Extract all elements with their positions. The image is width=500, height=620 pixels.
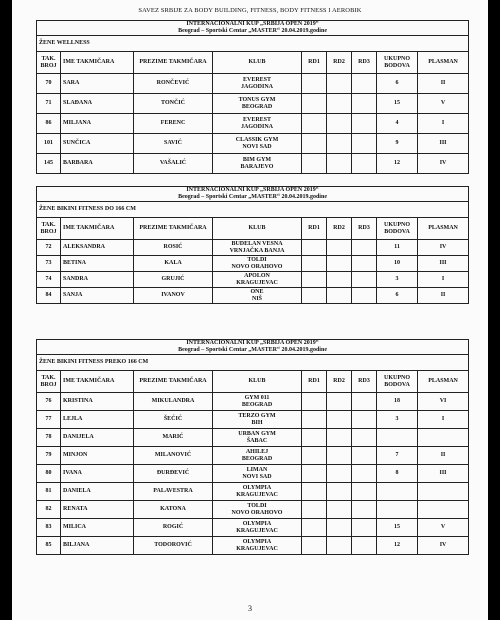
- placement: I: [418, 272, 469, 288]
- round-1-score: [302, 94, 327, 114]
- competitor-number: 84: [37, 288, 61, 304]
- total-points: [377, 429, 418, 447]
- club-name: GYM 011: [244, 394, 270, 401]
- competitor-last-name: VAŠALIĆ: [134, 154, 213, 174]
- placement: V: [418, 94, 469, 114]
- round-2-score: [327, 537, 352, 555]
- total-points: 4: [377, 114, 418, 134]
- club-name: TOLDI: [247, 502, 267, 509]
- event-title: INTERNACIONALNI KUP „SRBIJA OPEN 2019“: [186, 187, 319, 193]
- col-header-broj: TAK. BROJ: [37, 52, 61, 74]
- col-header-rd2: RD2: [327, 52, 352, 74]
- placement: IV: [418, 240, 469, 256]
- competitor-number: 78: [37, 429, 61, 447]
- results-table-bikini-preko-166: [36, 339, 469, 555]
- club-cell: [213, 483, 302, 501]
- competitor-last-name: MILANOVIĆ: [134, 447, 213, 465]
- competitor-first-name: SANDRA: [61, 272, 134, 288]
- event-venue: Beograd – Sportski Centar „MASTER“ 20.04.2019.godine: [178, 28, 327, 34]
- round-2-score: [327, 393, 352, 411]
- round-3-score: [352, 393, 377, 411]
- round-2-score: [327, 94, 352, 114]
- club-cell: [213, 134, 302, 154]
- total-points: 12: [377, 154, 418, 174]
- competitor-number: 83: [37, 519, 61, 537]
- club-city: BARAJEVO: [240, 163, 274, 170]
- competitor-number: 85: [37, 537, 61, 555]
- club-city: NOVO ORAHOVO: [231, 263, 283, 270]
- round-2-score: [327, 114, 352, 134]
- competitor-last-name: ŠEĆIĆ: [134, 411, 213, 429]
- round-2-score: [327, 74, 352, 94]
- total-points: 15: [377, 94, 418, 114]
- col-header-broj: TAK. BROJ: [37, 371, 61, 393]
- competitor-last-name: SAVIĆ: [134, 134, 213, 154]
- col-header-prezime: PREZIME TAKMIČARA: [134, 52, 213, 74]
- club-name: AHILEJ: [245, 448, 269, 455]
- club-cell: [213, 501, 302, 519]
- round-3-score: [352, 74, 377, 94]
- col-header-klub: KLUB: [213, 52, 302, 74]
- competitor-number: 77: [37, 411, 61, 429]
- col-header-plasman: PLASMAN: [418, 371, 469, 393]
- club-name: OLYMPIA: [242, 484, 272, 491]
- round-2-score: [327, 154, 352, 174]
- event-heading: [37, 340, 469, 355]
- col-header-ime: IME TAKMIČARA: [61, 52, 134, 74]
- round-2-score: [327, 447, 352, 465]
- col-header-ukupno: UKUPNO BODOVA: [377, 52, 418, 74]
- total-points: 15: [377, 519, 418, 537]
- col-header-plasman: PLASMAN: [418, 52, 469, 74]
- club-name: BIM GYM: [242, 156, 272, 163]
- competitor-number: 79: [37, 447, 61, 465]
- placement: [418, 501, 469, 519]
- total-points: 10: [377, 256, 418, 272]
- club-name: LIMAN: [246, 466, 268, 473]
- placement: IV: [418, 154, 469, 174]
- col-header-rd3: RD3: [352, 218, 377, 240]
- club-name: BUDELAN VESNA: [231, 240, 283, 247]
- event-heading: [37, 187, 469, 202]
- club-cell: [213, 393, 302, 411]
- club-cell: [213, 94, 302, 114]
- placement: II: [418, 288, 469, 304]
- total-points: 9: [377, 134, 418, 154]
- competitor-first-name: DANIELA: [61, 483, 134, 501]
- club-city: BEOGRAD: [241, 103, 273, 110]
- competitor-first-name: BETINA: [61, 256, 134, 272]
- col-header-ime: IME TAKMIČARA: [61, 218, 134, 240]
- table-row: [37, 537, 469, 555]
- round-2-score: [327, 501, 352, 519]
- competitor-first-name: LEJLA: [61, 411, 134, 429]
- document-page: [12, 0, 488, 620]
- col-header-broj: TAK. BROJ: [37, 218, 61, 240]
- category-title: ŽENE BIKINI FITNESS PREKO 166 CM: [37, 355, 469, 371]
- round-3-score: [352, 94, 377, 114]
- club-city: KRAGUJEVAC: [236, 545, 278, 552]
- placement: [418, 429, 469, 447]
- col-header-ime: IME TAKMIČARA: [61, 371, 134, 393]
- club-name: EVEREST: [242, 116, 271, 123]
- table-row: [37, 240, 469, 256]
- competitor-last-name: MIKULANDRA: [134, 393, 213, 411]
- club-name: APOLON: [244, 272, 270, 279]
- col-header-rd1: RD1: [302, 371, 327, 393]
- table-row: [37, 74, 469, 94]
- total-points: 11: [377, 240, 418, 256]
- competitor-first-name: BARBARA: [61, 154, 134, 174]
- total-points: 8: [377, 465, 418, 483]
- club-name: CLASSIK GYM: [235, 136, 279, 143]
- round-2-score: [327, 256, 352, 272]
- club-city: NOVO ORAHOVO: [231, 509, 283, 516]
- competitor-number: 145: [37, 154, 61, 174]
- col-header-klub: KLUB: [213, 371, 302, 393]
- table-row: [37, 411, 469, 429]
- table-row: [37, 465, 469, 483]
- club-cell: [213, 429, 302, 447]
- competitor-last-name: FERENC: [134, 114, 213, 134]
- col-header-ukupno: UKUPNO BODOVA: [377, 371, 418, 393]
- round-3-score: [352, 447, 377, 465]
- round-2-score: [327, 240, 352, 256]
- competitor-last-name: IVANOV: [134, 288, 213, 304]
- competitor-last-name: KATONA: [134, 501, 213, 519]
- round-1-score: [302, 501, 327, 519]
- competitor-first-name: MILJANA: [61, 114, 134, 134]
- club-cell: [213, 411, 302, 429]
- round-2-score: [327, 519, 352, 537]
- round-3-score: [352, 272, 377, 288]
- event-heading: [37, 21, 469, 36]
- col-header-prezime: PREZIME TAKMIČARA: [134, 371, 213, 393]
- col-header-rd3: RD3: [352, 371, 377, 393]
- round-3-score: [352, 256, 377, 272]
- table-row: [37, 393, 469, 411]
- table-row: [37, 483, 469, 501]
- club-cell: [213, 288, 302, 304]
- round-3-score: [352, 483, 377, 501]
- total-points: 7: [377, 447, 418, 465]
- col-header-ukupno: UKUPNO BODOVA: [377, 218, 418, 240]
- club-name: OLYMPIA: [242, 520, 272, 527]
- competitor-first-name: BILJANA: [61, 537, 134, 555]
- club-city: NOVI SAD: [242, 143, 272, 150]
- club-cell: [213, 447, 302, 465]
- round-3-score: [352, 501, 377, 519]
- table-row: [37, 429, 469, 447]
- round-2-score: [327, 272, 352, 288]
- competitor-first-name: ALEKSANDRA: [61, 240, 134, 256]
- placement: III: [418, 465, 469, 483]
- table-row: [37, 154, 469, 174]
- col-header-rd1: RD1: [302, 218, 327, 240]
- competitor-number: 82: [37, 501, 61, 519]
- total-points: 18: [377, 393, 418, 411]
- club-city: VRNJAČKA BANJA: [229, 247, 285, 254]
- club-name: TOLDI: [247, 256, 267, 263]
- competitor-first-name: SARA: [61, 74, 134, 94]
- round-1-score: [302, 272, 327, 288]
- competitor-first-name: SLAĐANA: [61, 94, 134, 114]
- competitor-last-name: PALAVESTRA: [134, 483, 213, 501]
- category-title: ŽENE WELLNESS: [37, 36, 469, 52]
- round-3-score: [352, 429, 377, 447]
- round-3-score: [352, 537, 377, 555]
- club-city: JAGODINA: [240, 83, 273, 90]
- competitor-first-name: SANJA: [61, 288, 134, 304]
- competitor-number: 70: [37, 74, 61, 94]
- competitor-last-name: RONČEVIĆ: [134, 74, 213, 94]
- total-points: 6: [377, 74, 418, 94]
- competitor-number: 72: [37, 240, 61, 256]
- round-1-score: [302, 256, 327, 272]
- round-3-score: [352, 134, 377, 154]
- competitor-number: 86: [37, 114, 61, 134]
- placement: II: [418, 447, 469, 465]
- club-name: TONUS GYM: [238, 96, 276, 103]
- table-row: [37, 519, 469, 537]
- club-cell: [213, 272, 302, 288]
- round-1-score: [302, 240, 327, 256]
- club-name: EVEREST: [242, 76, 271, 83]
- club-name: OLYMPIA: [242, 538, 272, 545]
- total-points: 3: [377, 411, 418, 429]
- round-1-score: [302, 288, 327, 304]
- col-header-rd2: RD2: [327, 371, 352, 393]
- table-row: [37, 256, 469, 272]
- club-city: JAGODINA: [240, 123, 273, 130]
- round-2-score: [327, 288, 352, 304]
- competitor-last-name: KALA: [134, 256, 213, 272]
- table-row: [37, 94, 469, 114]
- club-cell: [213, 256, 302, 272]
- competitor-first-name: IVANA: [61, 465, 134, 483]
- competitor-number: 73: [37, 256, 61, 272]
- competitor-number: 101: [37, 134, 61, 154]
- competitor-last-name: MARIĆ: [134, 429, 213, 447]
- table-row: [37, 114, 469, 134]
- col-header-prezime: PREZIME TAKMIČARA: [134, 218, 213, 240]
- federation-header: SAVEZ SRBIJE ZA BODY BUILDING, FITNESS, BODY FITNESS I AEROBIK: [138, 7, 362, 14]
- club-cell: [213, 154, 302, 174]
- placement: I: [418, 411, 469, 429]
- event-title: INTERNACIONALNI KUP „SRBIJA OPEN 2019“: [186, 340, 319, 346]
- placement: II: [418, 74, 469, 94]
- round-1-score: [302, 537, 327, 555]
- round-1-score: [302, 447, 327, 465]
- club-city: BIH: [251, 419, 263, 426]
- club-name: TERZO GYM: [238, 412, 276, 419]
- club-city: KRAGUJEVAC: [236, 527, 278, 534]
- club-city: NOVI SAD: [242, 473, 272, 480]
- col-header-rd3: RD3: [352, 52, 377, 74]
- total-points: 12: [377, 537, 418, 555]
- placement: III: [418, 256, 469, 272]
- competitor-last-name: ROGIĆ: [134, 519, 213, 537]
- competitor-last-name: TODOROVIĆ: [134, 537, 213, 555]
- results-table-bikini-do-166: [36, 186, 469, 304]
- club-city: KRAGUJEVAC: [236, 279, 278, 286]
- round-3-score: [352, 411, 377, 429]
- competitor-first-name: MINJON: [61, 447, 134, 465]
- placement: VI: [418, 393, 469, 411]
- club-cell: [213, 537, 302, 555]
- competitor-number: 74: [37, 272, 61, 288]
- round-2-score: [327, 483, 352, 501]
- table-row: [37, 447, 469, 465]
- round-3-score: [352, 519, 377, 537]
- competitor-number: 76: [37, 393, 61, 411]
- total-points: [377, 501, 418, 519]
- round-2-score: [327, 134, 352, 154]
- competitor-last-name: ROSIĆ: [134, 240, 213, 256]
- club-city: BEOGRAD: [241, 455, 273, 462]
- category-title: ŽENE BIKINI FITNESS DO 166 CM: [37, 202, 469, 218]
- round-1-score: [302, 154, 327, 174]
- club-city: NIŠ: [251, 295, 262, 302]
- round-1-score: [302, 74, 327, 94]
- competitor-last-name: GRUJIĆ: [134, 272, 213, 288]
- results-table-wellness: [36, 20, 469, 174]
- competitor-first-name: RENATA: [61, 501, 134, 519]
- col-header-rd1: RD1: [302, 52, 327, 74]
- club-cell: [213, 114, 302, 134]
- round-3-score: [352, 465, 377, 483]
- table-row: [37, 288, 469, 304]
- round-1-score: [302, 465, 327, 483]
- club-cell: [213, 519, 302, 537]
- placement: I: [418, 114, 469, 134]
- competitor-last-name: ĐURĐEVIĆ: [134, 465, 213, 483]
- col-header-plasman: PLASMAN: [418, 218, 469, 240]
- placement: III: [418, 134, 469, 154]
- club-cell: [213, 465, 302, 483]
- club-cell: [213, 240, 302, 256]
- placement: [418, 483, 469, 501]
- club-city: KRAGUJEVAC: [236, 491, 278, 498]
- round-1-score: [302, 429, 327, 447]
- round-1-score: [302, 114, 327, 134]
- competitor-first-name: DANIJELA: [61, 429, 134, 447]
- round-3-score: [352, 288, 377, 304]
- page-number: 3: [248, 604, 252, 613]
- competitor-number: 71: [37, 94, 61, 114]
- total-points: 3: [377, 272, 418, 288]
- event-title: INTERNACIONALNI KUP „SRBIJA OPEN 2019“: [186, 21, 319, 27]
- total-points: 6: [377, 288, 418, 304]
- competitor-first-name: MILICA: [61, 519, 134, 537]
- placement: IV: [418, 537, 469, 555]
- table-row: [37, 272, 469, 288]
- competitor-last-name: TONČIĆ: [134, 94, 213, 114]
- club-cell: [213, 74, 302, 94]
- table-row: [37, 501, 469, 519]
- total-points: [377, 483, 418, 501]
- club-name: ONE: [250, 288, 264, 295]
- club-name: URBAN GYM: [238, 430, 276, 437]
- competitor-first-name: KRISTINA: [61, 393, 134, 411]
- round-1-score: [302, 134, 327, 154]
- col-header-klub: KLUB: [213, 218, 302, 240]
- round-3-score: [352, 240, 377, 256]
- competitor-number: 80: [37, 465, 61, 483]
- club-city: BEOGRAD: [241, 401, 273, 408]
- event-venue: Beograd – Sportski Centar „MASTER“ 20.04.2019.godine: [178, 194, 327, 200]
- round-2-score: [327, 429, 352, 447]
- round-3-score: [352, 154, 377, 174]
- round-2-score: [327, 465, 352, 483]
- round-1-score: [302, 483, 327, 501]
- round-1-score: [302, 519, 327, 537]
- competitor-first-name: SUNČICA: [61, 134, 134, 154]
- round-2-score: [327, 411, 352, 429]
- table-row: [37, 134, 469, 154]
- round-1-score: [302, 411, 327, 429]
- col-header-rd2: RD2: [327, 218, 352, 240]
- club-city: ŠABAC: [246, 437, 268, 444]
- event-venue: Beograd – Sportski Centar „MASTER“ 20.04.2019.godine: [178, 347, 327, 353]
- round-1-score: [302, 393, 327, 411]
- round-3-score: [352, 114, 377, 134]
- placement: V: [418, 519, 469, 537]
- competitor-number: 81: [37, 483, 61, 501]
